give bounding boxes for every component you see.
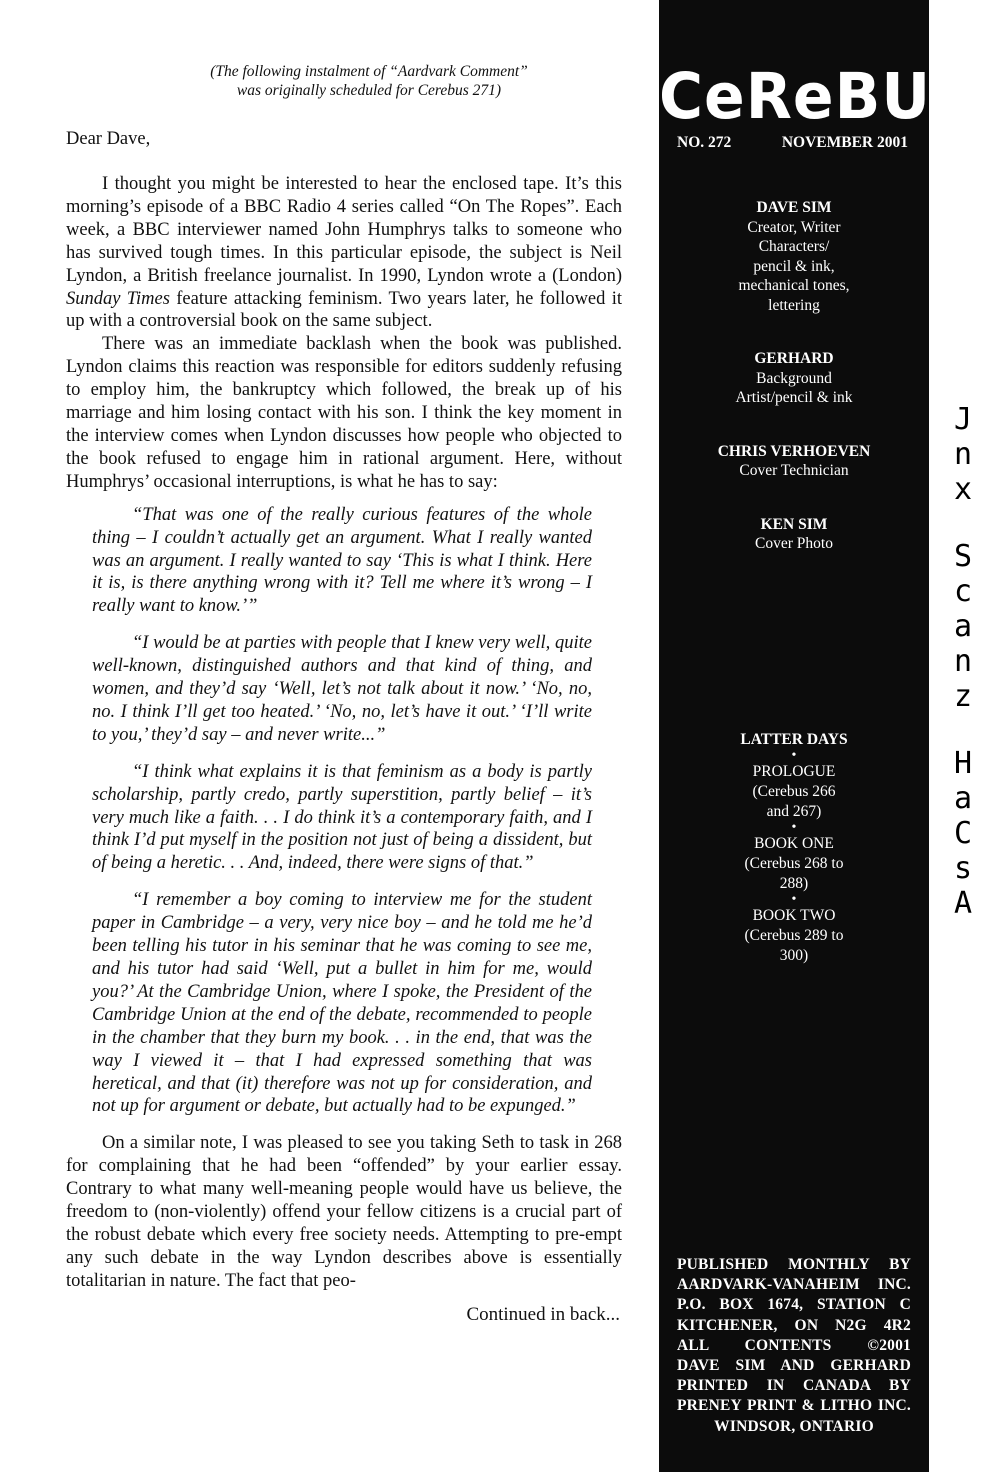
publication-line: ALL CONTENTS ©2001 (677, 1336, 911, 1354)
publication-line: KITCHENER, ON N2G 4R2 (677, 1316, 911, 1334)
storyline-part: (Cerebus 289 to (744, 926, 844, 944)
publication-line: PRINTED IN CANADA BY (677, 1377, 911, 1395)
quote-4: “I remember a boy coming to interview me for the student paper in Cambridge – a very, very nice boy – and he told me he’d been telling his tutor in his seminar that he was coming to see me, and his tutor had said ‘Well, put a bullet in him for me, would you?’ At the Cambridge Union, where I spoke, the President of the Cambridge Union at the end of the debate, recommended to people in the chamber that they burn my book. . . in the end, that was the way I viewed it – that I had expressed something that was heretical, and that (it) therefore was not up for consideration, and not up for argument or debate, but actually had to be expunged.” (92, 890, 592, 1117)
paragraph-3: On a similar note, I was pleased to see you taking Seth to task in 268 for complaining that he had been “offended” by your earlier essay. Contrary to what many well-meaning people would have us believe, the freedom to (non-violently) offend your fellow citizens is a crucial part of the robust debate which every free society needs. Attempting to pre-empt any such debate in the way Lyndon describes above is essentially totalitarian in nature. The fact that peo- (66, 1133, 622, 1291)
issue-date: NOVEMBER 2001 (781, 134, 908, 151)
publication-line: WINDSOR, ONTARIO (714, 1417, 874, 1435)
storyline-part: (Cerebus 266 (752, 782, 836, 800)
scanner-letter: H (953, 746, 973, 781)
storyline-title: LATTER DAYS (740, 730, 848, 748)
credit-name: DAVE SIM (756, 199, 832, 216)
scanner-letter: n (953, 644, 973, 679)
editor-note-line-1: (The following instalment of “Aardvark Comment” (210, 63, 528, 80)
storyline-part: PROLOGUE (752, 762, 836, 780)
publication-line: AARDVARK-VANAHEIM INC. (677, 1276, 911, 1294)
publication-line: P.O. BOX 1674, STATION C (677, 1296, 911, 1314)
paragraph-1-text-a: I thought you might be interested to hear the enclosed tape. It’s this morning’s episode of a BBC Radio 4 series called “On The Ropes”. Each week, a BBC interviewer named John Humphrys talks to someone who has survived tough times. In this particular episode, the subject is Neil Lyndon, a British freelance journalist. In 1990, Lyndon wrote a (London) (66, 174, 622, 286)
scanner-letter: J (953, 402, 973, 437)
credit-role: Creator, Writer (747, 218, 841, 236)
salutation: Dear Dave, (66, 129, 151, 149)
credit-dave-sim (659, 198, 929, 315)
storyline-part: BOOK ONE (754, 834, 834, 852)
masthead-sidebar (659, 0, 976, 1472)
credit-gerhard (659, 349, 929, 408)
quote-1: “That was one of the really curious features of the whole thing – I couldn’t actually get an argument. What I really wanted was an argument. I really wanted to say ‘This is what I think. Here it is, is there anything wrong with it? Tell me where it’s wrong – I really want to know.’” (92, 504, 592, 617)
issue-number: NO. 272 (677, 134, 732, 151)
scanner-letter: n (953, 437, 973, 472)
article-column (66, 62, 622, 1326)
paragraph-2: There was an immediate backlash when the book was published. Lyndon claims this reaction was responsible for editors suddenly refusing to employ him, the bankruptcy which followed, the break up of his marriage and him losing contact with his son. I think the key moment in the interview comes when Lyndon discusses how people who objected to the book refused to engage him in rational argument. Here, without Humphrys’ occasional interruptions, is what he has to say: (66, 334, 622, 492)
credit-name: CHRIS VERHOEVEN (717, 442, 871, 460)
scanner-letter: z (953, 679, 973, 714)
bullet-icon: • (791, 819, 797, 835)
scanner-letter: C (953, 816, 973, 851)
storyline-part: and 267) (766, 802, 822, 820)
credit-chris-verhoeven (659, 442, 929, 481)
issue-line (659, 134, 929, 152)
scanner-letter: a (953, 781, 973, 816)
bullet-icon: • (791, 747, 797, 763)
credit-role: Artist/pencil & ink (735, 389, 853, 406)
bullet-icon: • (791, 891, 797, 907)
editor-note-line-2: was originally scheduled for Cerebus 271) (236, 82, 502, 99)
credit-role: Cover Photo (755, 535, 833, 552)
credit-role: pencil & ink, (753, 257, 835, 275)
quote-3: “I think what explains it is that feminism as a body is partly scholarship, partly credo, partly superstition, partly belief – it’s very much like a faith. . . I do think it’s a contemporary faith, and I think I’d put myself in the position not just of being a dissident, but of being a heretic. . . And, indeed, there were signs of that.” (92, 761, 592, 874)
storyline-part: 288) (779, 874, 809, 892)
publication-line: PRENEY PRINT & LITHO INC. (677, 1397, 911, 1415)
credit-name: GERHARD (754, 350, 834, 367)
credit-ken-sim (659, 515, 929, 554)
credit-role: Cover Technician (739, 462, 849, 479)
publication-line: PUBLISHED MONTHLY BY (677, 1256, 911, 1273)
editor-note (136, 62, 602, 100)
credit-role: Characters/ (758, 238, 830, 255)
credit-role: mechanical tones, (738, 277, 850, 294)
scanner-letter: A (953, 886, 973, 921)
storyline-block (659, 730, 929, 966)
credit-role: Background (756, 369, 832, 387)
scanner-letter: s (953, 851, 973, 886)
cerebus-logo: CeReBUS (659, 60, 976, 134)
storyline-part: BOOK TWO (752, 906, 836, 924)
continued-note: Continued in back... (466, 1303, 620, 1325)
publication-line: DAVE SIM AND GERHARD (677, 1357, 911, 1375)
credit-role: lettering (768, 296, 820, 314)
publication-info (677, 1255, 911, 1437)
quote-2: “I would be at parties with people that I knew very well, quite well-known, distinguished authors and that kind of thing, and women, and they’d say ‘Well, let’s not talk about it now.’ ‘No, no, no. I think I’ll get too heated.’ ‘No, no, let’s have it out.’ ‘I’ll write to you,’ they’d say – and never write...” (92, 633, 592, 745)
credit-name: KEN SIM (760, 515, 828, 533)
scanner-letter: c (953, 574, 973, 609)
scanner-credit-tag (938, 402, 988, 921)
scanner-letter: S (953, 539, 973, 574)
storyline-part: 300) (779, 946, 809, 964)
storyline-part: (Cerebus 268 to (744, 854, 844, 872)
scanner-letter: a (953, 609, 973, 644)
scanner-letter: x (953, 472, 973, 507)
paragraph-1-text-b: feature attacking feminism. Two years later, he followed it up with a controversial book on the same subject. (66, 288, 622, 332)
newspaper-title: Sunday Times (66, 288, 170, 309)
paragraph-1 (66, 173, 622, 333)
